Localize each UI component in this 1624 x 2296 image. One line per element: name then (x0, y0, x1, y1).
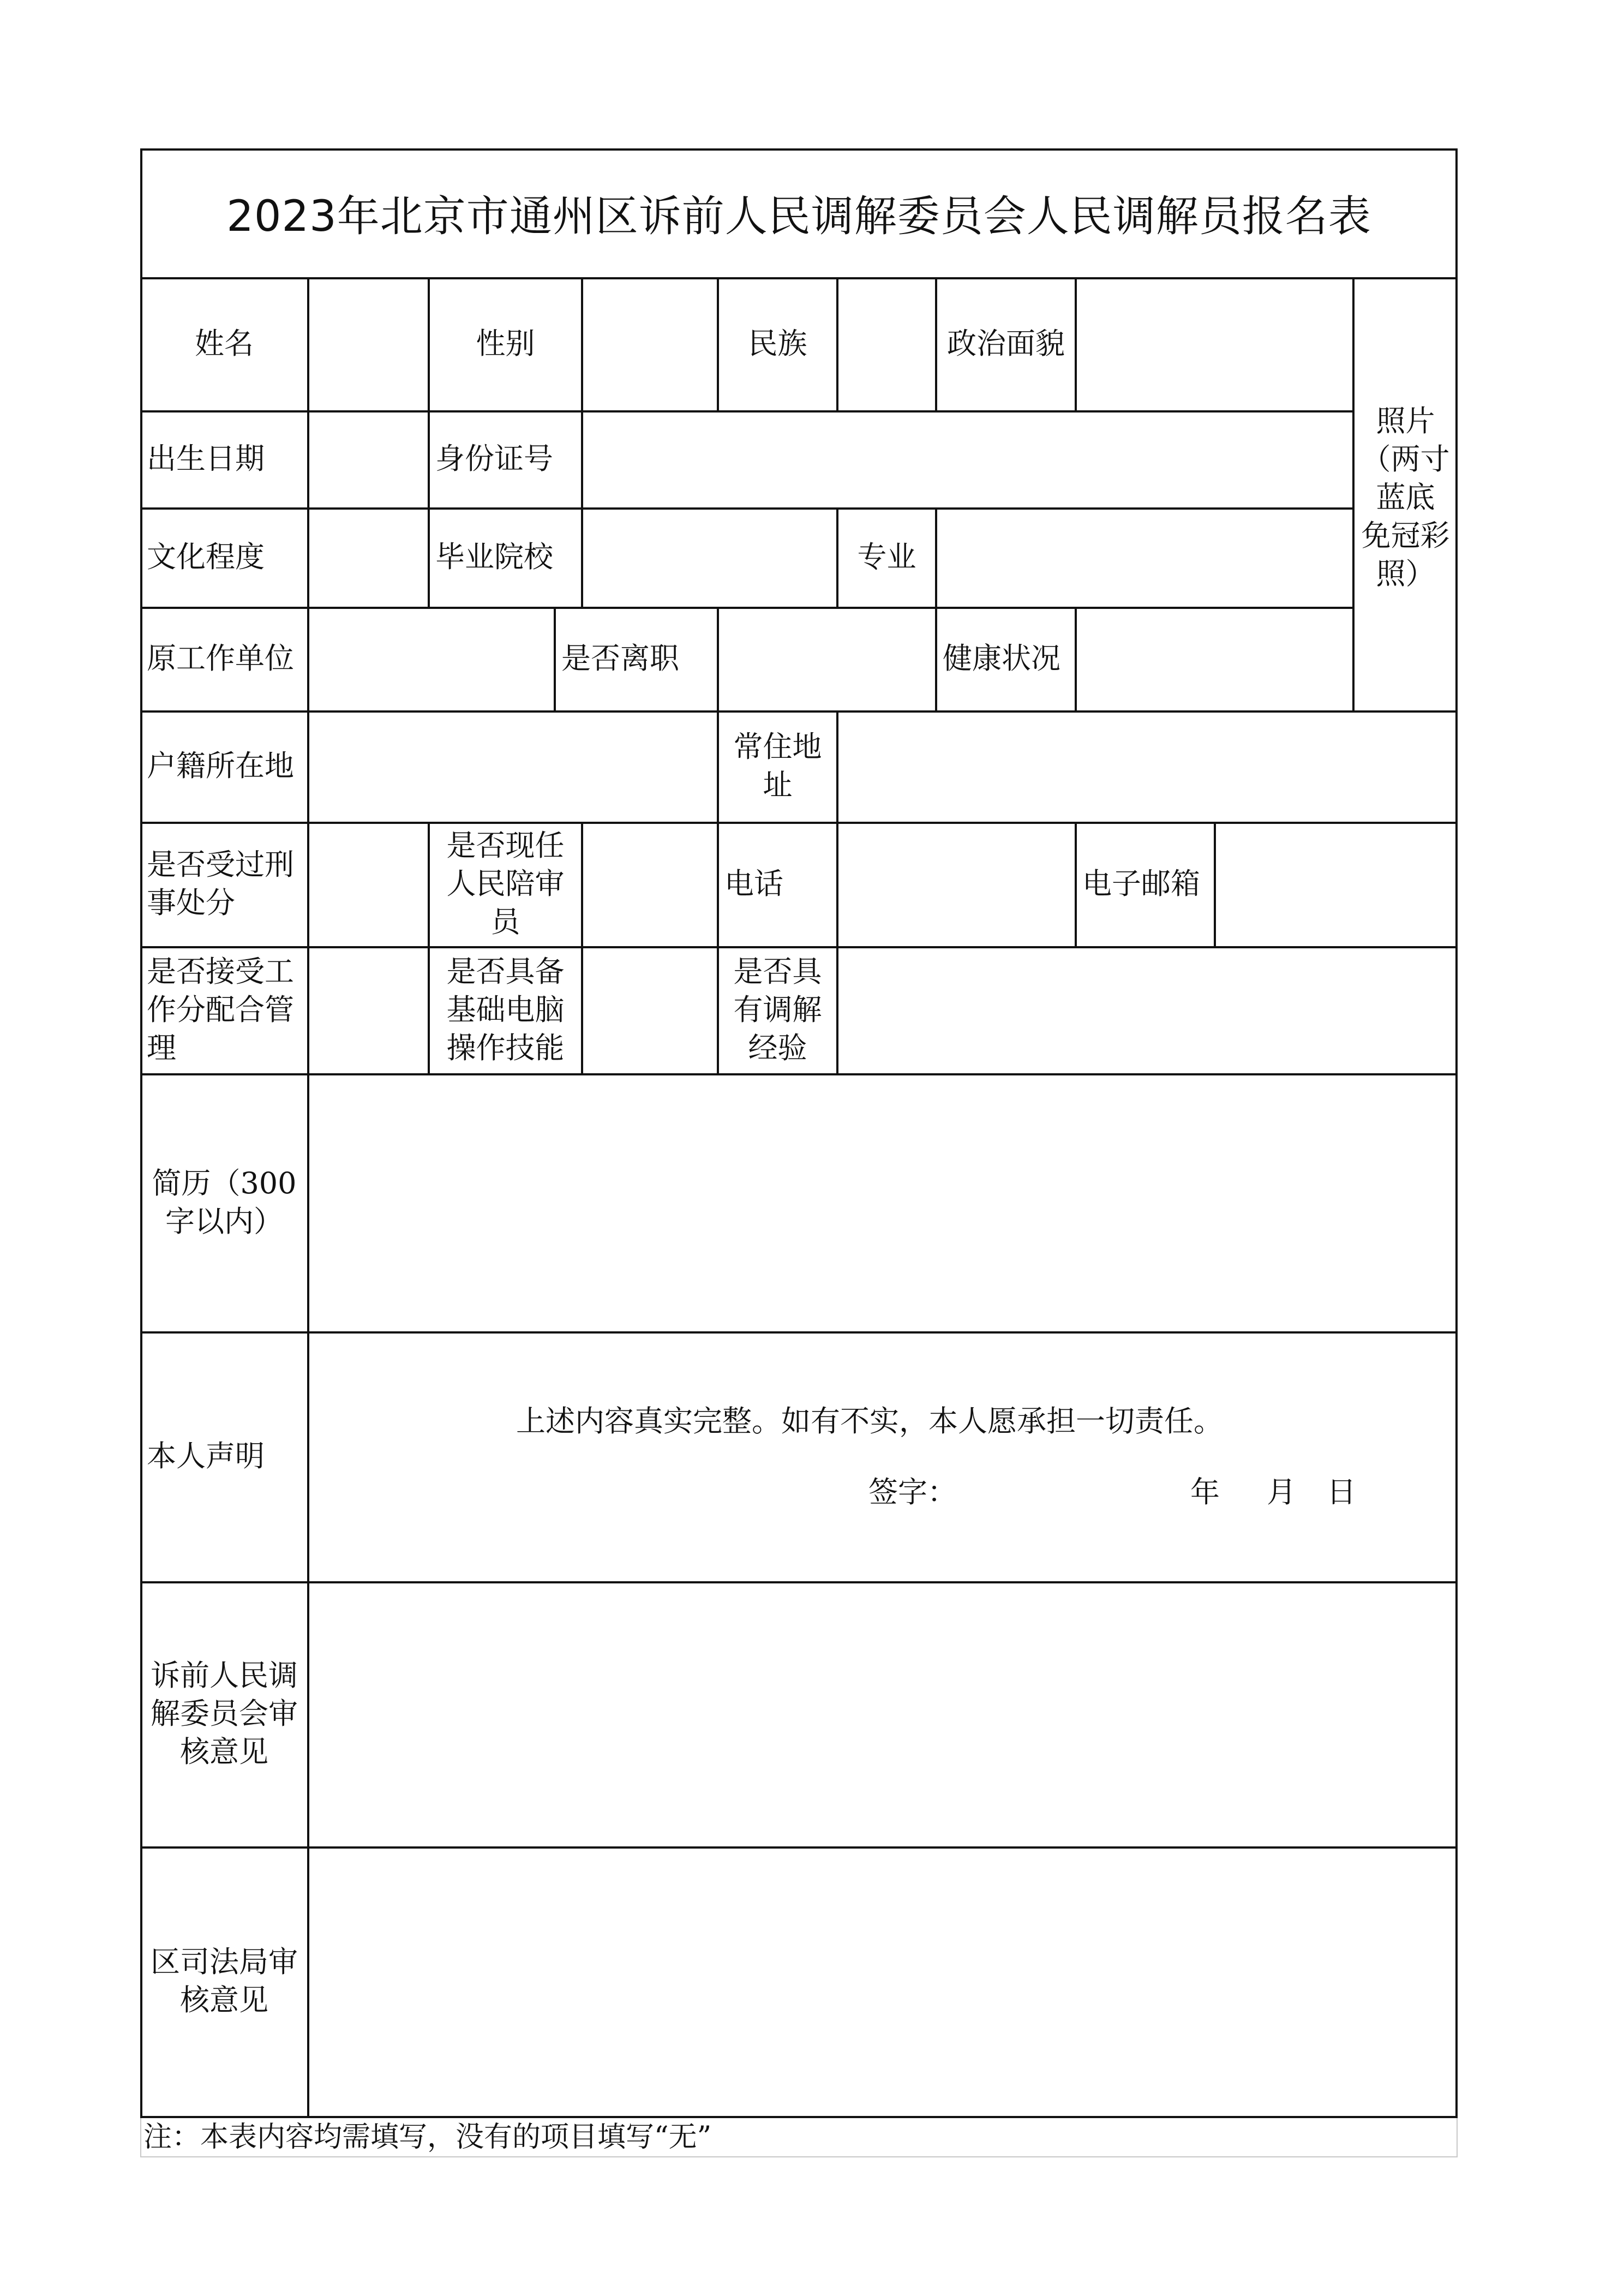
ethnicity-field[interactable] (837, 277, 936, 410)
table-rule (140, 1331, 1458, 1334)
gender-field[interactable] (582, 277, 718, 410)
label-health: 健康状况 (943, 641, 1060, 675)
label-name: 姓名 (195, 326, 254, 361)
label-criminal-record: 是否受过刑 事处分 (147, 847, 294, 920)
label-birth-date: 出生日期 (147, 441, 265, 476)
residence-address-field[interactable] (837, 710, 1457, 822)
former-employer-field[interactable] (308, 607, 555, 710)
declaration-statement: 上述内容真实完整。如有不实，本人愿承担一切责任。 (516, 1404, 1223, 1438)
date-month-label: 月 (1267, 1475, 1296, 1509)
date-day-label: 日 (1327, 1475, 1356, 1509)
resume-field[interactable] (308, 1073, 1457, 1331)
label-phone: 电话 (724, 866, 783, 901)
health-field[interactable] (1076, 607, 1353, 710)
label-ethnicity: 民族 (748, 326, 807, 361)
label-gender: 性别 (476, 326, 535, 361)
phone-field[interactable] (837, 822, 1076, 946)
label-current-juror: 是否现任 人民陪审 员 (446, 828, 565, 939)
label-committee-review: 诉前人民调 解委员会审 核意见 (151, 1658, 298, 1769)
label-resigned: 是否离职 (561, 641, 679, 675)
label-resume: 简历（300 字以内） (152, 1165, 297, 1239)
label-former-employer: 原工作单位 (147, 641, 294, 675)
label-email: 电子邮箱 (1082, 866, 1200, 901)
label-education: 文化程度 (147, 540, 265, 574)
major-field[interactable] (936, 507, 1353, 607)
label-mediation-experience: 是否具 有调解 经验 (733, 954, 822, 1065)
label-declaration: 本人声明 (147, 1439, 265, 1473)
id-number-field[interactable] (582, 410, 1353, 507)
label-photo: 照片（两寸蓝底 免冠彩照） (1361, 404, 1450, 591)
resigned-field[interactable] (718, 607, 936, 710)
label-residence-address: 常住地 址 (733, 730, 822, 802)
label-political-status: 政治面貌 (947, 326, 1065, 361)
form-title: 2023年北京市通州区诉前人民调解委员会人民调解员报名表 (226, 192, 1371, 241)
signature-label: 签字： (868, 1475, 957, 1509)
birth-date-field[interactable] (308, 410, 429, 507)
accept-assignment-field[interactable] (308, 946, 429, 1073)
current-juror-field[interactable] (582, 822, 718, 946)
education-field[interactable] (308, 507, 429, 607)
graduated-school-field[interactable] (582, 507, 837, 607)
label-household-registration: 户籍所在地 (147, 749, 294, 783)
mediation-experience-field[interactable] (837, 946, 1457, 1073)
label-id-number: 身份证号 (435, 441, 553, 476)
committee-review-field[interactable] (308, 1581, 1457, 1846)
footnote: 注：本表内容均需填写，没有的项目填写“无” (140, 2118, 1458, 2157)
label-computer-skills: 是否具备 基础电脑 操作技能 (446, 954, 565, 1065)
registration-form-table (140, 148, 1458, 2118)
label-accept-assignment: 是否接受工 作分配合管 理 (147, 954, 294, 1065)
label-major: 专业 (857, 540, 916, 574)
political-status-field[interactable] (1076, 277, 1353, 410)
household-registration-field[interactable] (308, 710, 718, 822)
email-field[interactable] (1215, 822, 1457, 946)
criminal-record-field[interactable] (308, 822, 429, 946)
bureau-review-field[interactable] (308, 1846, 1457, 2116)
date-year-label: 年 (1190, 1475, 1220, 1509)
label-graduated-school: 毕业院校 (435, 540, 553, 574)
label-bureau-review: 区司法局审 核意见 (151, 1945, 298, 2017)
name-field[interactable] (308, 277, 429, 410)
computer-skills-field[interactable] (582, 946, 718, 1073)
